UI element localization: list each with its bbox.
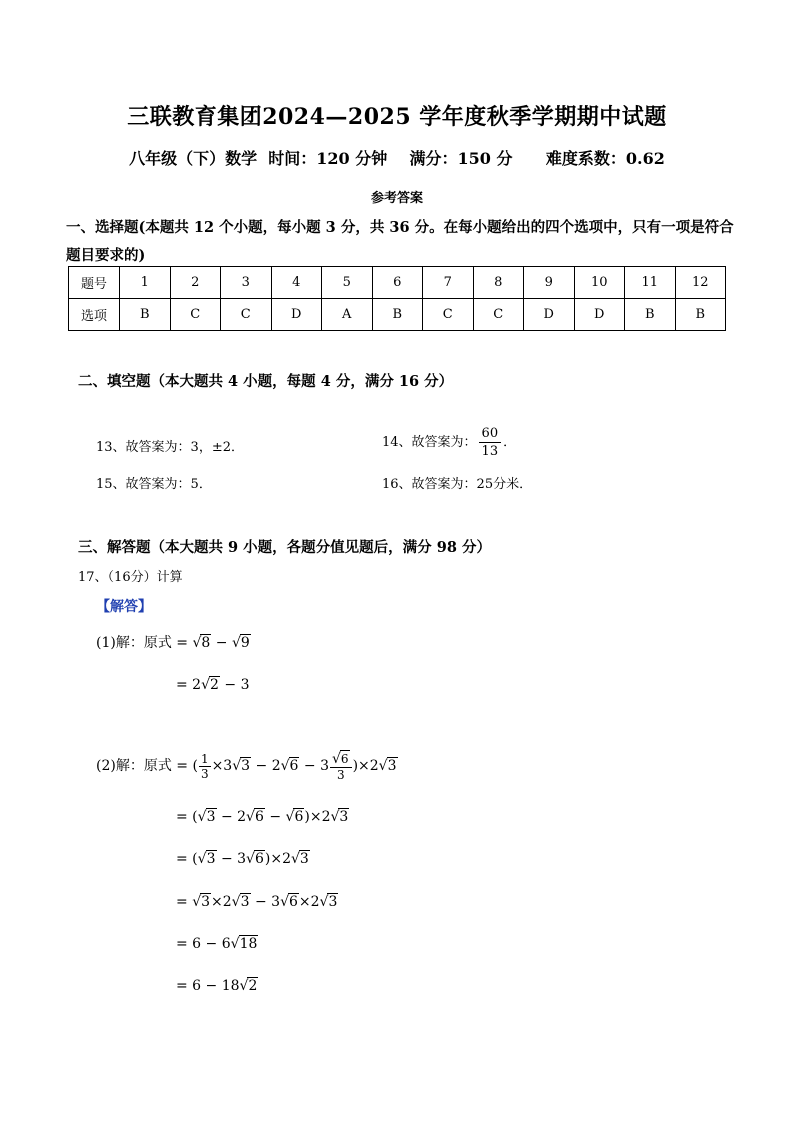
answer-cell: C bbox=[221, 299, 272, 331]
question-17-title: 17、（16分）计算 bbox=[78, 570, 183, 585]
question-number-cell: 3 bbox=[221, 267, 272, 299]
fraction-numerator: 60 bbox=[479, 425, 502, 443]
question-number-cell: 10 bbox=[574, 267, 625, 299]
section-1-heading: 一、选择题(本题共 12 个小题，每小题 3 分，共 36 分。在每小题给出的四个选项中，只有一项是符合题目要求的) bbox=[66, 219, 734, 264]
answer-option-row bbox=[69, 299, 726, 331]
solution-label: 【解答】 bbox=[96, 599, 152, 615]
section-2-heading: 二、填空题（本大题共 4 小题，每题 4 分，满分 16 分） bbox=[78, 373, 454, 390]
question-number-cell: 8 bbox=[473, 267, 524, 299]
answer-14-prefix: 14、故答案为： bbox=[382, 435, 477, 450]
exam-subtitle: 八年级（下）数学 时间：120 分钟 满分：150 分 难度系数：0.62 bbox=[129, 149, 665, 168]
answer-cell: B bbox=[675, 299, 726, 331]
part-2-step-4: = √3×2√3 − 3√6×2√3 bbox=[176, 894, 338, 910]
answer-cell: B bbox=[625, 299, 676, 331]
answer-cell: B bbox=[372, 299, 423, 331]
part-1-step-2: = 2√2 − 3 bbox=[176, 677, 250, 693]
answer-cell: C bbox=[423, 299, 474, 331]
answer-15: 15、故答案为：5． bbox=[96, 477, 212, 492]
answer-cell: D bbox=[271, 299, 322, 331]
section-3-heading: 三、解答题（本大题共 9 小题，各题分值见题后，满分 98 分） bbox=[78, 539, 491, 556]
part-1-prefix: (1)解：原式 bbox=[96, 635, 172, 651]
answer-cell: C bbox=[473, 299, 524, 331]
question-number-cell: 6 bbox=[372, 267, 423, 299]
part-2-step-3: = (√3 − 3√6)×2√3 bbox=[176, 851, 309, 867]
question-number-cell: 2 bbox=[170, 267, 221, 299]
answer-16: 16、故答案为：25分米． bbox=[382, 477, 533, 492]
row-label-question: 题号 bbox=[69, 267, 120, 299]
question-number-cell: 4 bbox=[271, 267, 322, 299]
part-2-step-5: = 6 − 6√18 bbox=[176, 936, 258, 952]
answer-cell: D bbox=[574, 299, 625, 331]
question-number-cell: 9 bbox=[524, 267, 575, 299]
question-number-cell: 12 bbox=[675, 267, 726, 299]
multiple-choice-answer-table bbox=[68, 266, 726, 331]
answer-heading: 参考答案 bbox=[370, 191, 423, 206]
answer-13: 13、故答案为：3，±2． bbox=[96, 440, 244, 455]
question-number-cell: 5 bbox=[322, 267, 373, 299]
question-number-cell: 1 bbox=[120, 267, 171, 299]
fraction-denominator: 13 bbox=[481, 444, 499, 459]
answer-cell: D bbox=[524, 299, 575, 331]
question-number-cell: 11 bbox=[625, 267, 676, 299]
part-2-step-1: (2)解：原式 = ( $\frac{1}{3}$ ×3√3 − 2√6 − 3 $\frac{√6}{3}$ )×2√3 bbox=[96, 751, 397, 782]
answer-cell: C bbox=[170, 299, 221, 331]
answer-cell: A bbox=[322, 299, 373, 331]
part-2-prefix: (2)解：原式 bbox=[96, 758, 172, 774]
row-label-option: 选项 bbox=[69, 299, 120, 331]
answer-14-fraction bbox=[479, 425, 502, 460]
answer-cell: B bbox=[120, 299, 171, 331]
answer-14-suffix: ． bbox=[503, 435, 517, 450]
answer-14 bbox=[382, 425, 516, 460]
question-number-cell: 7 bbox=[423, 267, 474, 299]
part-2-step-6: = 6 − 18√2 bbox=[176, 978, 258, 994]
exam-title: 三联教育集团2024—2025 学年度秋季学期期中试题 bbox=[127, 104, 667, 130]
question-number-row bbox=[69, 267, 726, 299]
part-2-step-2: = (√3 − 2√6 − √6)×2√3 bbox=[176, 809, 349, 825]
part-1-step-1: (1)解：原式 = √8 − √9 bbox=[96, 635, 250, 651]
